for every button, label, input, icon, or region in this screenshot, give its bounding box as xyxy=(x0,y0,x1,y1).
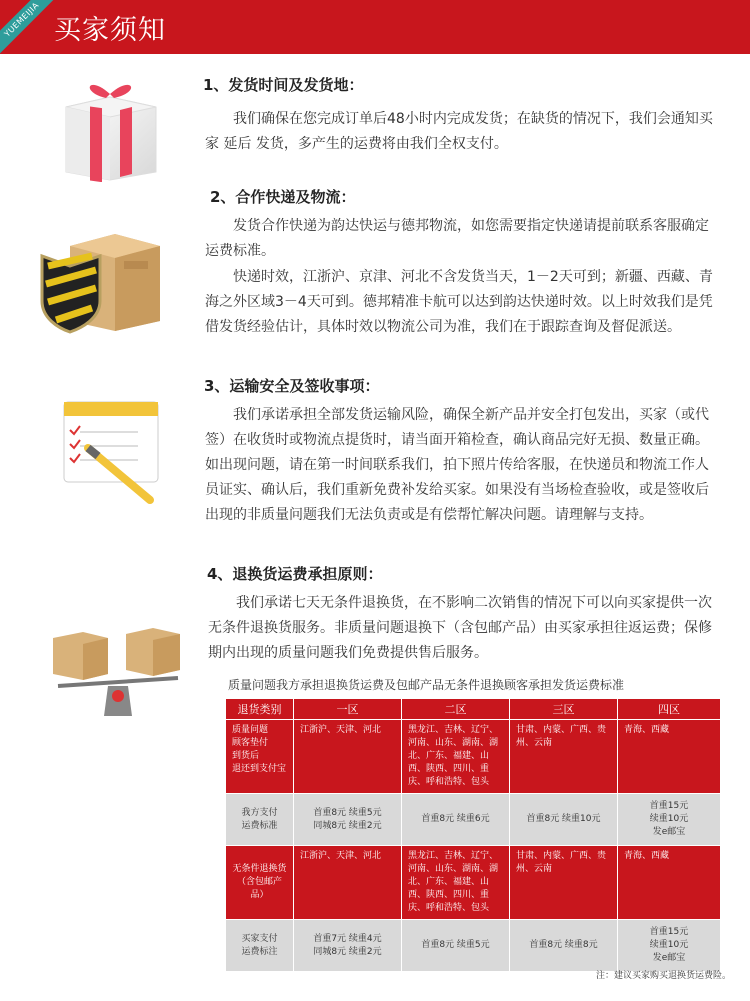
table-cell: 青海、西藏 xyxy=(618,720,721,794)
section-1-title: 1、发货时间及发货地： xyxy=(203,76,364,94)
table-header-cell: 二区 xyxy=(402,699,510,720)
section-2-title: 2、合作快递及物流： xyxy=(210,188,356,206)
table-cell: 质量问题 顾客垫付 到货后 退还到支付宝 xyxy=(226,720,294,794)
section-4-paragraph: 我们承诺七天无条件退换货，在不影响二次销售的情况下可以向买家提供一次无条件退换货服务。非质量问题退换下（含包邮产品）由买家承担往返运费；保修期内出现的质量问题我们免费提供售后服务。 xyxy=(208,595,712,661)
table-cell: 黑龙江、吉林、辽宁、河南、山东、湖南、湖北、广东、福建、山西、陕西、四川、重庆、呼和浩特、包头 xyxy=(402,846,510,920)
section-2-paragraph-1: 发货合作快递为韵达快运与德邦物流，如您需要指定快递请提前联系客服确定运费标准。 xyxy=(205,218,709,259)
table-row xyxy=(226,794,721,846)
table-header-cell: 一区 xyxy=(294,699,402,720)
table-row xyxy=(226,920,721,972)
table-cell: 甘肃、内蒙、广西、贵州、云南 xyxy=(510,720,618,794)
shipping-fee-table xyxy=(225,698,721,972)
section-2-paragraph-2: 快递时效，江浙沪、京津、河北不含发货当天，1－2天可到；新疆、西藏、青海之外区域3－4天可到。德邦精准卡航可以达到韵达快递时效。以上时效我们是凭借发货经验估计，具体时效以物流公司为准，我们在于跟踪查询及督促派送。 xyxy=(205,269,713,335)
table-header-cell: 三区 xyxy=(510,699,618,720)
table-caption: 质量问题我方承担退换货运费及包邮产品无条件退换顾客承担发货运费标准 xyxy=(228,678,625,692)
table-cell: 甘肃、内蒙、广西、贵州、云南 xyxy=(510,846,618,920)
section-3-title: 3、运输安全及签收事项： xyxy=(204,377,380,395)
page-header xyxy=(0,0,750,54)
table-row xyxy=(226,846,721,920)
table-cell: 首重8元 续重10元 xyxy=(510,794,618,846)
page-title: 买家须知 xyxy=(54,15,166,46)
section-3-paragraph: 我们承诺承担全部发货运输风险，确保全新产品并安全打包发出，买家（或代签）在收货时或物流点提货时，请当面开箱检查，确认商品完好无损、数量正确。如出现问题，请在第一时间联系我们，拍下照片传给客服，在快递员和物流工作人员证实、确认后，我们重新免费补发给买家。如果没有当场检查验收，或是签收后出现的非质量问题我们无法负责或是有偿帮忙解决问题。请理解与支持。 xyxy=(205,407,709,523)
table-cell: 黑龙江、吉林、辽宁、河南、山东、湖南、湖北、广东、福建、山西、陕西、四川、重庆、呼和浩特、包头 xyxy=(402,720,510,794)
table-cell: 首重8元 续重5元 xyxy=(402,920,510,972)
table-cell: 我方支付 运费标准 xyxy=(226,794,294,846)
notepad-pen-icon xyxy=(58,396,163,515)
table-header-cell: 四区 xyxy=(618,699,721,720)
table-cell: 江浙沪、天津、河北 xyxy=(294,720,402,794)
table-cell: 首重15元 续重10元 发e邮宝 xyxy=(618,794,721,846)
table-header-row xyxy=(226,699,721,720)
section-4-title: 4、退换货运费承担原则： xyxy=(207,565,383,583)
table-cell: 买家支付 运费标注 xyxy=(226,920,294,972)
table-cell: 首重8元 续重8元 xyxy=(510,920,618,972)
table-footnote: 注：建议买家购买退换货运费险。 xyxy=(596,971,732,981)
table-cell: 无条件退换货 （含包邮产品） xyxy=(226,846,294,920)
gift-box-icon xyxy=(58,72,163,186)
table-cell: 首重7元 续重4元 同城8元 续重2元 xyxy=(294,920,402,972)
table-cell: 青海、西藏 xyxy=(618,846,721,920)
scale-boxes-icon xyxy=(48,624,188,728)
table-header-cell: 退货类别 xyxy=(226,699,294,720)
section-1-paragraph: 我们确保在您完成订单后48小时内完成发货；在缺货的情况下，我们会通知买家 延后 发货，多产生的运费将由我们全权支付。 xyxy=(205,111,713,152)
table-cell: 首重15元 续重10元 发e邮宝 xyxy=(618,920,721,972)
shield-box-icon xyxy=(40,226,165,340)
brand-ribbon: YUEMEIJIA xyxy=(0,0,62,60)
table-cell: 江浙沪、天津、河北 xyxy=(294,846,402,920)
table-cell: 首重8元 续重5元 同城8元 续重2元 xyxy=(294,794,402,846)
table-row xyxy=(226,720,721,794)
table-cell: 首重8元 续重6元 xyxy=(402,794,510,846)
